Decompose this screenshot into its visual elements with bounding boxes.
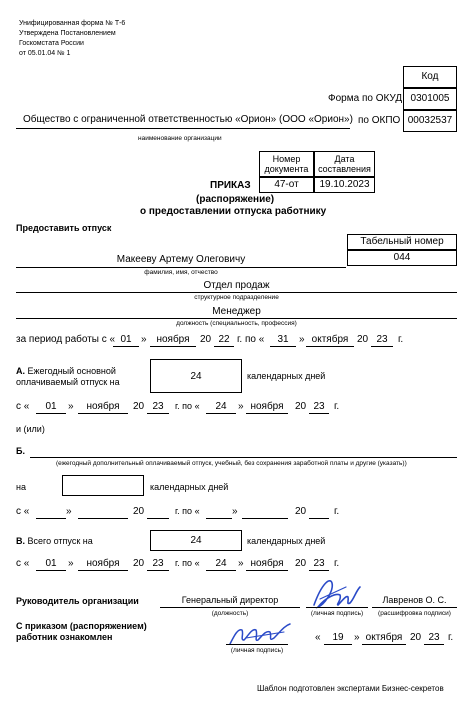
section-v-days: 24 (190, 535, 202, 546)
section-v-day-to-line (206, 570, 236, 571)
acq-day-line (324, 644, 352, 645)
section-b-underline (30, 457, 457, 458)
period-mid: г. по « (237, 334, 265, 345)
section-v-quote-1: » (68, 558, 74, 569)
section-b-days-box (62, 475, 144, 496)
head-position-line (160, 607, 300, 608)
head-signature-caption: (личная подпись) (310, 610, 364, 617)
section-b-day-to-line (206, 518, 232, 519)
acq-month-line (362, 644, 406, 645)
employee-name-caption: фамилия, имя, отчество (144, 269, 218, 276)
doc-date-header (314, 151, 375, 177)
okud-label: Форма по ОКУД (328, 93, 403, 104)
organization-caption: наименование организации (138, 135, 222, 142)
period-year-to-line (371, 346, 393, 347)
section-v-quote-2: » (238, 558, 244, 569)
acq-day: 19 (332, 632, 344, 643)
doc-date-value: 19.10.2023 (319, 179, 370, 191)
department-caption: структурное подразделение (194, 294, 279, 301)
section-v-year-to: 23 (313, 558, 325, 569)
acq-month: октября (365, 632, 403, 643)
provide-vacation-label: Предоставить отпуск (16, 223, 112, 233)
period-month-from-line (150, 346, 196, 347)
period-month-from: ноября (156, 334, 190, 345)
acquainted-label-line2: работник ознакомлен (16, 632, 113, 642)
section-a-days-unit: календарных дней (247, 371, 326, 381)
section-v-month-from: ноября (86, 558, 120, 569)
period-month-to: октября (311, 334, 349, 345)
section-a-month-to-line (246, 413, 288, 414)
head-decoding-line (372, 607, 457, 608)
section-b-day-from-line (36, 518, 66, 519)
code-title: Код (421, 71, 439, 83)
head-signature-image (306, 575, 368, 615)
doc-number-value: 47-от (274, 179, 299, 191)
period-year-from-line (214, 346, 234, 347)
employee-signature-image (224, 618, 296, 650)
section-b-on-label: на (16, 482, 26, 492)
okpo-value: 00032537 (407, 115, 453, 127)
section-v-suffix: г. (334, 558, 340, 569)
tab-number-header (347, 234, 457, 250)
section-a-day-to: 24 (215, 401, 227, 412)
section-a-year-to-line (309, 413, 329, 414)
section-a-suffix: г. (334, 401, 340, 412)
section-a-year-from-line (147, 413, 169, 414)
okud-value: 0301005 (410, 93, 450, 105)
head-decoding-caption: (расшифровка подписи) (378, 610, 451, 617)
employee-full-name: Макееву Артему Олеговичу (116, 254, 246, 265)
section-a-days-box (150, 359, 242, 393)
or-label: и (или) (16, 424, 45, 434)
head-signature-line (306, 607, 368, 608)
period-suffix: г. (398, 334, 404, 345)
doc-date-cell (314, 177, 375, 193)
section-b-days-unit: календарных дней (150, 482, 229, 492)
section-a-label (16, 367, 116, 376)
section-a-century-1: 20 (133, 401, 145, 412)
section-v-day-from-line (36, 570, 66, 571)
section-v-day-to: 24 (215, 558, 227, 569)
form-header-line1: Унифицированная форма № Т-6 (19, 20, 126, 27)
tab-number-value: 044 (393, 252, 411, 264)
position-caption: должность (специальность, профессия) (176, 320, 297, 327)
acq-open-quote: « (315, 632, 321, 643)
period-quote-2: » (299, 334, 305, 345)
doc-number-header (259, 151, 314, 177)
section-a-day-to-line (206, 413, 236, 414)
okud-value-cell (403, 88, 457, 110)
section-b-month-to-line (242, 518, 288, 519)
code-column-header (403, 66, 457, 88)
section-v-from-label: с « (16, 558, 30, 569)
section-v-days-unit: календарных дней (247, 536, 326, 546)
section-b-mid: г. по « (175, 506, 200, 516)
order-heading: о предоставлении отпуска работнику (140, 206, 327, 217)
section-a-label-line2: оплачиваемый отпуск на (16, 377, 120, 387)
section-b-century-1: 20 (133, 506, 145, 517)
section-a-from-label: с « (16, 401, 30, 412)
section-v-year-from-line (147, 570, 169, 571)
section-b-month-from-line (78, 518, 128, 519)
form-header-line3: Госкомстата России (19, 40, 84, 47)
doc-number-cell (259, 177, 314, 193)
section-v-label-text: Всего отпуск на (27, 536, 93, 546)
section-b-suffix: г. (334, 506, 340, 517)
section-a-century-2: 20 (295, 401, 307, 412)
period-century-1: 20 (200, 334, 212, 345)
period-century-2: 20 (357, 334, 369, 345)
position-underline (16, 318, 457, 319)
section-a-label-line1: Ежегодный основной (27, 366, 116, 376)
section-a-letter: А. (16, 366, 25, 376)
section-b-label: Б. (16, 446, 25, 456)
period-day-to: 31 (277, 334, 289, 345)
tab-number-header-text: Табельный номер (360, 236, 444, 248)
head-label: Руководитель организации (16, 596, 139, 606)
section-v-year-from: 23 (152, 558, 164, 569)
employee-signature-line (226, 644, 288, 645)
section-v-year-to-line (309, 570, 329, 571)
section-b-year-from-line (147, 518, 169, 519)
form-header-line2: Утверждена Постановлением (19, 30, 116, 37)
acq-year: 23 (428, 632, 440, 643)
order-title: ПРИКАЗ (210, 180, 251, 191)
organization-underline (16, 128, 350, 129)
period-day-from: 01 (120, 334, 132, 345)
employee-name-underline (16, 267, 346, 268)
section-b-year-to-line (309, 518, 329, 519)
section-b-century-2: 20 (295, 506, 307, 517)
okpo-label: по ОКПО (358, 115, 401, 126)
section-b-quote-2: » (232, 506, 238, 517)
doc-number-header-text: Номер документа (264, 153, 309, 174)
section-a-mid: г. по « (175, 401, 200, 411)
form-header-line4: от 05.01.04 № 1 (19, 50, 71, 57)
period-year-to: 23 (376, 334, 388, 345)
head-position-caption: (должность) (211, 610, 249, 617)
section-b-caption: (ежегодный дополнительный оплачиваемый отпуск, учебный, без сохранения заработной платы и другие (указать)) (56, 460, 407, 467)
okpo-value-cell (403, 110, 457, 132)
section-b-from-label: с « (16, 506, 30, 517)
period-prefix: за период работы с « (16, 334, 116, 345)
acq-century: 20 (410, 632, 422, 643)
period-day-from-line (113, 346, 139, 347)
section-v-label (16, 537, 93, 546)
tab-number-cell (347, 250, 457, 266)
head-decoding: Лавренов О. С. (382, 595, 447, 605)
section-v-day-from: 01 (45, 558, 57, 569)
section-v-letter: В. (16, 536, 25, 546)
section-b-quote-1: » (66, 506, 72, 517)
section-v-month-to-line (246, 570, 288, 571)
period-month-to-line (306, 346, 354, 347)
section-v-mid: г. по « (175, 558, 200, 568)
position-name: Менеджер (212, 306, 261, 317)
acq-year-line (424, 644, 444, 645)
section-v-century-1: 20 (133, 558, 145, 569)
section-a-day-from-line (36, 413, 66, 414)
organization-name: Общество с ограниченной ответственностью «Орион» (ООО «Орион») (23, 114, 353, 125)
section-a-month-from: ноября (86, 401, 120, 412)
section-a-quote-2: » (238, 401, 244, 412)
head-position: Генеральный директор (181, 595, 279, 605)
doc-date-header-text: Дата составления (318, 153, 371, 174)
section-v-century-2: 20 (295, 558, 307, 569)
section-a-year-from: 23 (152, 401, 164, 412)
footer-note: Шаблон подготовлен экспертами Бизнес-секретов (257, 684, 444, 693)
section-a-quote-1: » (68, 401, 74, 412)
section-a-days: 24 (190, 370, 202, 382)
section-v-month-from-line (78, 570, 128, 571)
order-subtitle: (распоряжение) (196, 194, 275, 205)
section-v-month-to: ноября (250, 558, 284, 569)
acq-close-quote: » (354, 632, 360, 643)
acq-suffix: г. (448, 632, 454, 643)
period-quote-1: » (141, 334, 147, 345)
section-a-month-from-line (78, 413, 128, 414)
period-year-from: 22 (218, 334, 230, 345)
section-v-days-box (150, 530, 242, 551)
department-name: Отдел продаж (203, 280, 270, 291)
section-a-month-to: ноября (250, 401, 284, 412)
section-a-year-to: 23 (313, 401, 325, 412)
department-underline (16, 292, 457, 293)
period-day-to-line (270, 346, 296, 347)
section-a-day-from: 01 (45, 401, 57, 412)
employee-signature-caption: (личная подпись) (230, 647, 284, 654)
acquainted-label-line1: С приказом (распоряжением) (16, 621, 147, 631)
